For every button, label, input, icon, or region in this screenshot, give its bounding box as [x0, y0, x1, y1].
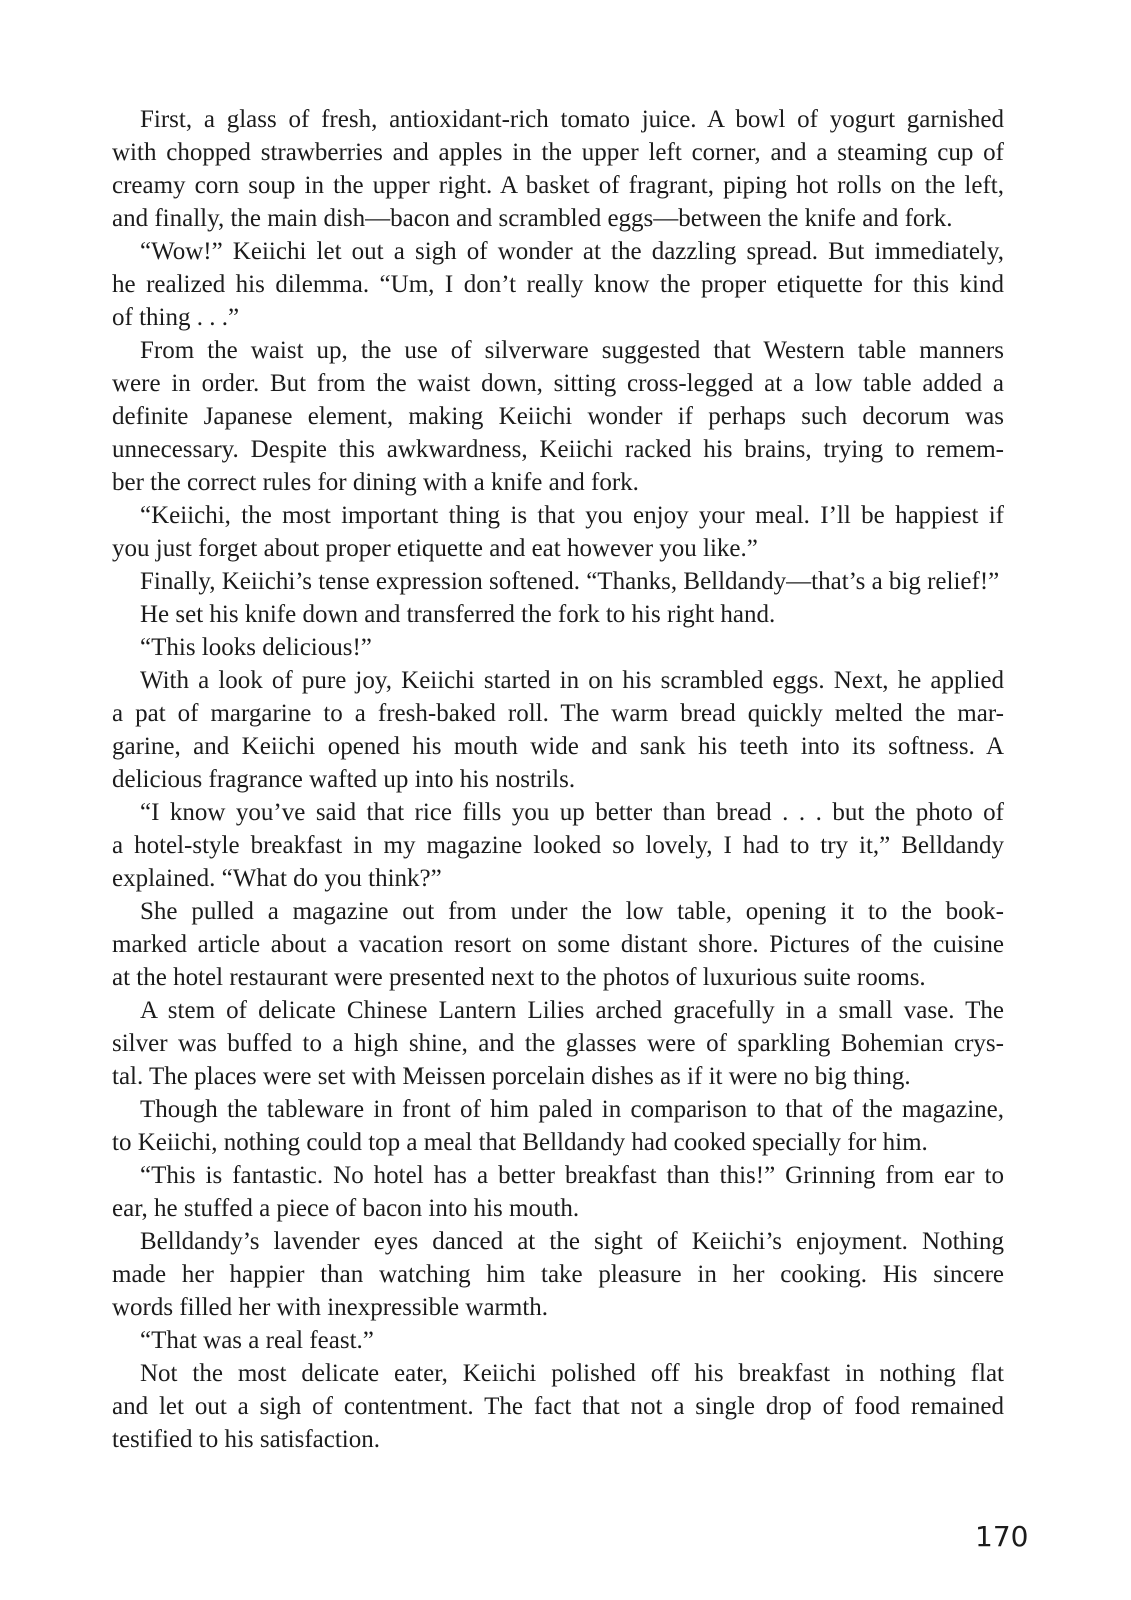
text-line: Though the tableware in front of him paled in comparison to that of the magazine, [140, 1096, 1004, 1123]
text-line: ber the correct rules for dining with a knife and fork. [112, 469, 639, 496]
text-line: of thing . . .” [112, 304, 240, 331]
text-line: and finally, the main dish—bacon and scrambled eggs—between the knife and fork. [112, 205, 953, 232]
body-text [112, 103, 1004, 1456]
text-line: He set his knife down and transferred the fork to his right hand. [140, 601, 776, 628]
text-line: marked article about a vacation resort on some distant shore. Pictures of the cuisine [112, 931, 1004, 958]
text-line: garine, and Keiichi opened his mouth wide and sank his teeth into its softness. A [112, 733, 1004, 760]
text-line: From the waist up, the use of silverware suggested that Western table manners [140, 337, 1004, 364]
text-line: delicious fragrance wafted up into his nostrils. [112, 766, 576, 793]
text-line: “I know you’ve said that rice fills you up better than bread . . . but the photo of [140, 799, 1004, 826]
text-line: with chopped strawberries and apples in the upper left corner, and a steaming cup of [112, 139, 1004, 166]
paragraph [112, 1357, 1004, 1456]
page-number: 170 [975, 1520, 1029, 1553]
paragraph [112, 1324, 1004, 1357]
text-line: “This looks delicious!” [140, 634, 372, 661]
text-line: a hotel-style breakfast in my magazine looked so lovely, I had to try it,” Belldandy [112, 832, 1004, 859]
text-line: at the hotel restaurant were presented next to the photos of luxurious suite rooms. [112, 964, 926, 991]
paragraph [112, 499, 1004, 565]
text-line: First, a glass of fresh, antioxidant-rich tomato juice. A bowl of yogurt garnished [140, 106, 1004, 133]
text-line: silver was buffed to a high shine, and the glasses were of sparkling Bohemian crys- [112, 1030, 1004, 1057]
text-line: unnecessary. Despite this awkwardness, Keiichi racked his brains, trying to remem- [112, 436, 1004, 463]
text-line: creamy corn soup in the upper right. A basket of fragrant, piping hot rolls on the left, [112, 172, 1004, 199]
text-line: “This is fantastic. No hotel has a better breakfast than this!” Grinning from ear to [140, 1162, 1004, 1189]
paragraph [112, 1093, 1004, 1159]
text-line: She pulled a magazine out from under the low table, opening it to the book- [140, 898, 1004, 925]
paragraph [112, 103, 1004, 235]
paragraph [112, 994, 1004, 1093]
text-line: tal. The places were set with Meissen porcelain dishes as if it were no big thing. [112, 1063, 911, 1090]
text-line: explained. “What do you think?” [112, 865, 442, 892]
paragraph [112, 895, 1004, 994]
text-line: a pat of margarine to a fresh-baked roll. The warm bread quickly melted the mar- [112, 700, 1004, 727]
text-line: A stem of delicate Chinese Lantern Lilies arched gracefully in a small vase. The [140, 997, 1004, 1024]
text-line: Not the most delicate eater, Keiichi polished off his breakfast in nothing flat [140, 1360, 1004, 1387]
text-line: With a look of pure joy, Keiichi started in on his scrambled eggs. Next, he applied [140, 667, 1004, 694]
paragraph [112, 1159, 1004, 1225]
paragraph [112, 796, 1004, 895]
text-line: Finally, Keiichi’s tense expression softened. “Thanks, Belldandy—that’s a big relief!” [140, 568, 1000, 595]
text-line: “Keiichi, the most important thing is that you enjoy your meal. I’ll be happiest if [140, 502, 1004, 529]
text-line: words filled her with inexpressible warmth. [112, 1294, 549, 1321]
paragraph [112, 565, 1004, 598]
text-line: definite Japanese element, making Keiichi wonder if perhaps such decorum was [112, 403, 1004, 430]
text-line: testified to his satisfaction. [112, 1426, 381, 1453]
paragraph [112, 334, 1004, 499]
text-line: Belldandy’s lavender eyes danced at the sight of Keiichi’s enjoyment. Nothing [140, 1228, 1004, 1255]
text-line: were in order. But from the waist down, sitting cross-legged at a low table added a [112, 370, 1004, 397]
text-line: “Wow!” Keiichi let out a sigh of wonder at the dazzling spread. But immediately, [140, 238, 1004, 265]
paragraph [112, 235, 1004, 334]
paragraph [112, 664, 1004, 796]
text-line: and let out a sigh of contentment. The fact that not a single drop of food remained [112, 1393, 1004, 1420]
text-line: he realized his dilemma. “Um, I don’t really know the proper etiquette for this kind [112, 271, 1004, 298]
text-line: ear, he stuffed a piece of bacon into his mouth. [112, 1195, 580, 1222]
text-line: “That was a real feast.” [140, 1327, 374, 1354]
paragraph [112, 631, 1004, 664]
paragraph [112, 598, 1004, 631]
text-line: to Keiichi, nothing could top a meal that Belldandy had cooked specially for him. [112, 1129, 928, 1156]
paragraph [112, 1225, 1004, 1324]
text-line: made her happier than watching him take pleasure in her cooking. His sincere [112, 1261, 1004, 1288]
text-line: you just forget about proper etiquette and eat however you like.” [112, 535, 758, 562]
